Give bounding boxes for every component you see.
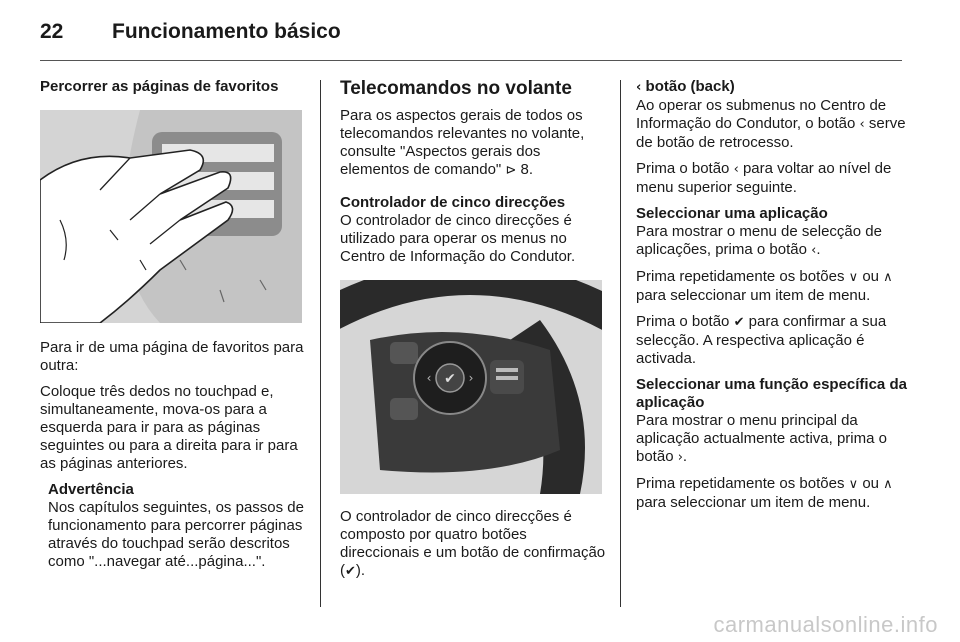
page-reference: 8. xyxy=(520,161,534,178)
chevron-right-icon: › xyxy=(677,450,683,465)
paragraph-text: Para mostrar o menu principal da aplicação actualmente activa, prima o botão xyxy=(636,412,887,465)
watermark: carmanualsonline.info xyxy=(713,612,938,637)
paragraph-text: . xyxy=(682,448,688,465)
steering-wheel-illustration xyxy=(340,280,602,494)
chevron-left-icon: ‹ xyxy=(636,80,642,95)
chevron-down-icon: ∨ xyxy=(848,477,859,492)
paragraph-text: para voltar ao nível de menu superior seguinte. xyxy=(636,160,892,196)
heading-select-application: Seleccionar uma aplicação xyxy=(636,205,828,222)
column-1 xyxy=(40,78,308,579)
warning-note xyxy=(48,481,308,571)
paragraph: Para ir de uma página de favoritos para outra: xyxy=(40,339,304,374)
svg-text:✔: ✔ xyxy=(444,371,456,387)
paragraph-text: para confirmar a sua selecção. A respectiva aplicação é activada. xyxy=(636,313,887,367)
paragraph xyxy=(340,107,608,180)
chevron-left-icon: ‹ xyxy=(859,117,865,132)
chevron-left-icon: ‹ xyxy=(733,162,739,177)
column-3 xyxy=(636,78,908,520)
paragraph xyxy=(636,313,908,368)
section-heading-favorites: Percorrer as páginas de favoritos xyxy=(40,78,279,95)
paragraph: O controlador de cinco direcções é utilizado para operar os menus no Centro de Informação do Condutor. xyxy=(340,212,576,265)
paragraph-text: Prima o botão xyxy=(636,160,730,177)
chevron-up-icon: ∧ xyxy=(883,477,893,492)
paragraph-text: Prima repetidamente os botões xyxy=(636,268,845,285)
page-title: Funcionamento básico xyxy=(112,20,341,43)
paragraph-text: . xyxy=(816,241,821,258)
paragraph xyxy=(636,268,908,305)
page-number: 22 xyxy=(40,20,64,43)
three-finger-swipe-image xyxy=(40,110,302,323)
paragraph-text: Prima repetidamente os botões xyxy=(636,475,845,492)
paragraph xyxy=(636,97,908,152)
touchpad-illustration xyxy=(40,110,302,323)
note-text: Nos capítulos seguintes, os passos de funcionamento para percorrer páginas através do touchpad serão descritos como "...navegar até...página...". xyxy=(48,499,304,570)
heading-select-function: Seleccionar uma função específica da aplicação xyxy=(636,376,907,411)
chevron-up-icon: ∧ xyxy=(883,270,893,285)
chevron-down-icon: ∨ xyxy=(848,270,859,285)
paragraph-text: Para mostrar o menu de selecção de aplicações, prima o botão xyxy=(636,223,882,258)
paragraph xyxy=(636,412,908,467)
check-icon: ✔ xyxy=(345,564,356,579)
svg-text:‹: ‹ xyxy=(426,371,432,385)
paragraph xyxy=(340,508,608,581)
paragraph-text: para seleccionar um item de menu. xyxy=(636,287,871,304)
heading-back-button xyxy=(636,78,908,97)
check-icon: ✔ xyxy=(733,315,745,330)
svg-text:›: › xyxy=(468,371,474,385)
header-divider xyxy=(40,60,902,61)
column-2 xyxy=(340,78,608,589)
note-title: Advertência xyxy=(48,481,134,498)
paragraph-text: O controlador de cinco direcções é composto por quatro botões direccionais e um botão de confirmação ( xyxy=(340,508,606,579)
paragraph xyxy=(636,160,908,197)
heading-text: botão (back) xyxy=(645,78,735,95)
steering-wheel-image xyxy=(340,280,602,494)
paragraph: Coloque três dedos no touchpad e, simultaneamente, mova-os para a esquerda para ir para as páginas seguintes ou para a direita para ir para as páginas anteriores. xyxy=(40,383,298,472)
column-divider-2 xyxy=(620,80,621,607)
paragraph-text: serve de botão de retrocesso. xyxy=(636,115,906,151)
section-heading-steering-controls: Telecomandos no volante xyxy=(340,78,572,99)
column-divider-1 xyxy=(320,80,321,607)
paragraph-text: para seleccionar um item de menu. xyxy=(636,494,871,511)
paragraph xyxy=(636,223,908,260)
paragraph-text: ). xyxy=(355,562,366,579)
paragraph-text: Prima o botão xyxy=(636,313,730,330)
paragraph xyxy=(636,475,908,512)
paragraph-text: ou xyxy=(862,475,879,492)
paragraph-text: ou xyxy=(862,268,879,285)
paragraph-text: Ao operar os submenus no Centro de Informação do Condutor, o botão xyxy=(636,97,887,132)
paragraph-text: Para os aspectos gerais de todos os telecomandos relevantes no volante, consulte "Aspectos gerais dos elementos de comando" xyxy=(340,107,585,178)
sub-heading-five-way: Controlador de cinco direcções xyxy=(340,194,566,211)
chevron-left-icon: ‹ xyxy=(811,243,817,258)
reference-arrow-icon: ⊳ xyxy=(505,163,517,178)
